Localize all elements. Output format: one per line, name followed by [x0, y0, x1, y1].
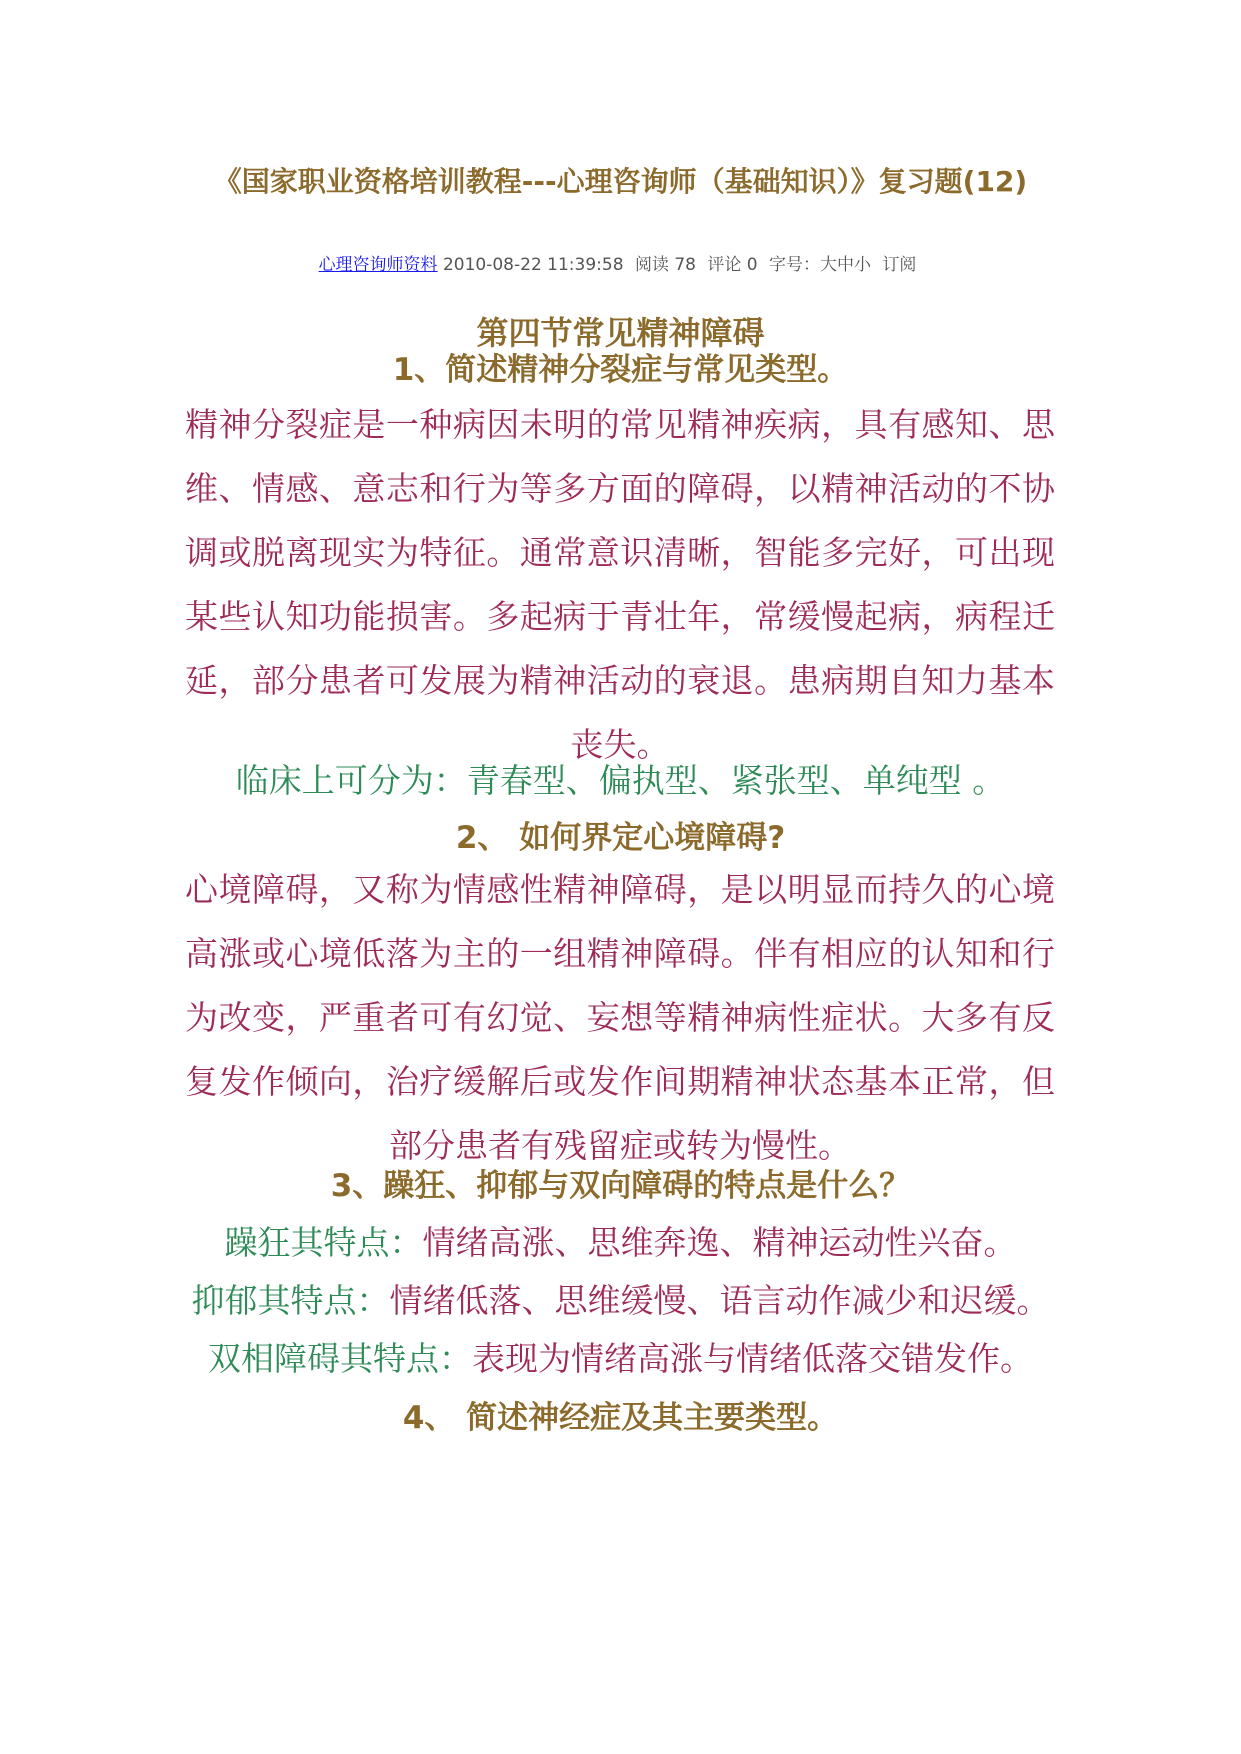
mania-feature: [0, 1217, 1241, 1264]
depression-text: 情绪低落、思维缓慢、语言动作减少和迟缓。: [389, 1281, 1050, 1320]
bipolar-text: 表现为情绪高涨与情绪低落交错发作。: [472, 1339, 1033, 1378]
question-2: 2、 如何界定心境障碍?: [455, 820, 786, 856]
answer-1-types: 临床上可分为：青春型、偏执型、紧张型、单纯型 。: [235, 761, 1006, 800]
bipolar-feature: [0, 1333, 1241, 1380]
font-size-control[interactable]: 字号：大中小: [769, 255, 872, 275]
depression-label: 抑郁其特点：: [191, 1281, 390, 1320]
author-link[interactable]: 心理咨询师资料: [318, 255, 438, 275]
document-title: 《国家职业资格培训教程---心理咨询师（基础知识）》复习题(12): [213, 165, 1028, 198]
post-datetime: 2010-08-22 11:39:58: [442, 255, 624, 275]
post-meta: [0, 250, 1241, 275]
mania-text: 情绪高涨、思维奔逸、精神运动性兴奋。: [422, 1223, 1017, 1262]
question-1: 1、简述精神分裂症与常见类型。: [392, 352, 849, 388]
answer-1: 精神分裂症是一种病因未明的常见精神疾病，具有感知、思维、情感、意志和行为等多方面的障碍，以精神活动的不协调或脱离现实为特征。通常意识清晰，智能多完好，可出现某些认知功能损害。多起病于青壮年，常缓慢起病，病程迁延，部分患者可发展为精神活动的衰退。患病期自知力基本丧失。: [185, 405, 1055, 764]
comment-count: 评论 0: [707, 255, 758, 275]
read-count: 阅读 78: [634, 255, 696, 275]
bipolar-label: 双相障碍其特点：: [208, 1339, 472, 1378]
mania-label: 躁狂其特点：: [224, 1223, 423, 1262]
section-heading: 第四节常见精神障碍: [476, 314, 765, 352]
question-3: 3、躁狂、抑郁与双向障碍的特点是什么？: [330, 1168, 911, 1204]
depression-feature: [0, 1275, 1241, 1322]
answer-2: 心境障碍，又称为情感性精神障碍，是以明显而持久的心境高涨或心境低落为主的一组精神障碍。伴有相应的认知和行为改变，严重者可有幻觉、妄想等精神病性症状。大多有反复发作倾向，治疗缓解后或发作间期精神状态基本正常，但部分患者有残留症或转为慢性。: [185, 870, 1055, 1165]
subscribe-link[interactable]: 订阅: [882, 255, 917, 275]
question-4: 4、 简述神经症及其主要类型。: [402, 1400, 839, 1436]
